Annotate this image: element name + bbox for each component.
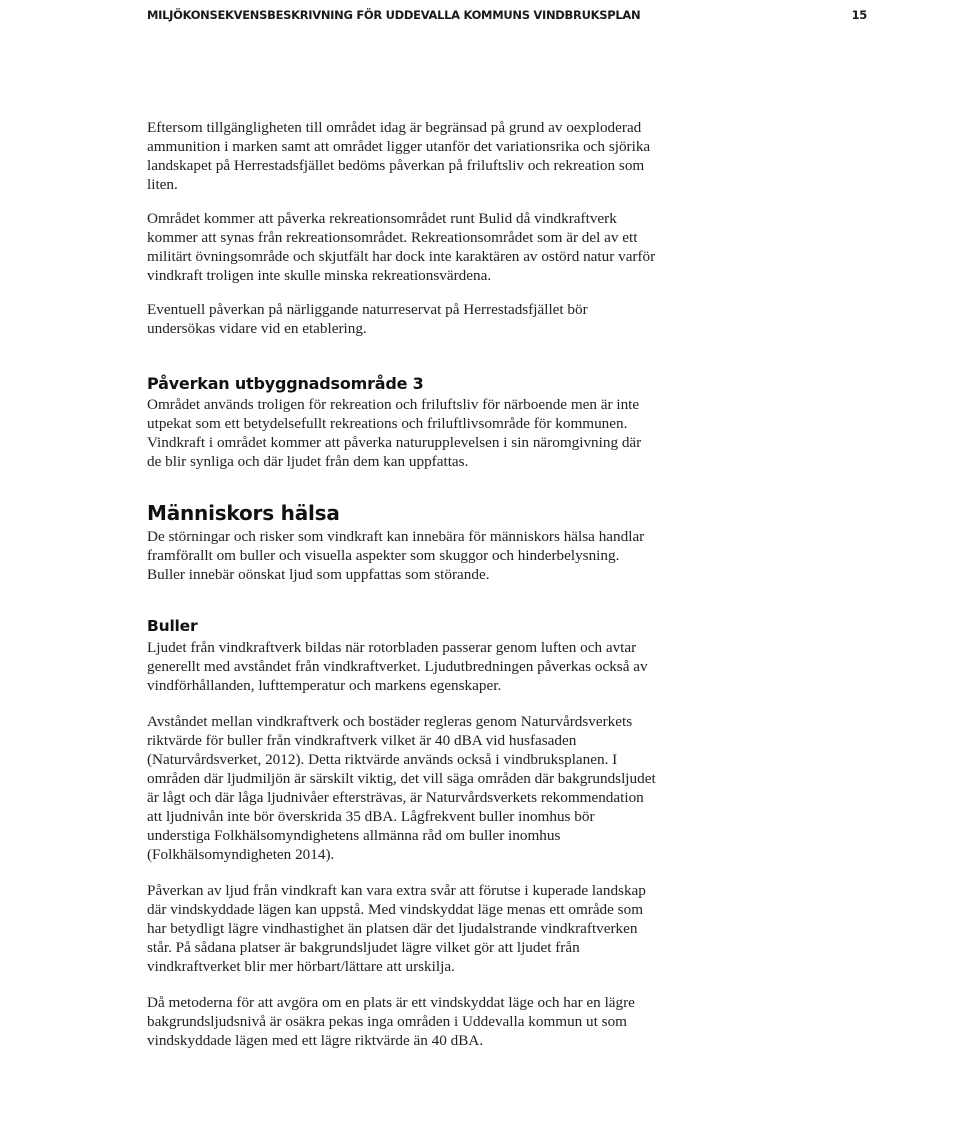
intro-paragraph: Området kommer att påverka rekreationsområdet runt Bulid då vindkraftverk kommer att synas från rekreationsområdet. Rekreationsområdet som är del av ett militärt övningsområde och skjutfält har dock inte karaktären av ostörd natur varför vindkraft troligen inte skulle minska rekreationsvärdena. bbox=[147, 210, 656, 284]
buller-paragraph: Avståndet mellan vindkraftverk och bostäder regleras genom Naturvårdsverkets riktvärde för buller från vindkraftverk vilket är 40 dBA vid husfasaden (Naturvårdsverket, 2012). Detta riktvärde används också i vindbruksplanen. I områden där ljudmiljön är särskilt viktig, det vill säga områden där bakgrundsljudet är lågt och där låga ljudnivåer eftersträvas, är Naturvårdsverkets rekommendation att ljudnivån inte bör överskrida 35 dBA. Lågfrekvent buller inomhus bör understiga Folkhälsomyndighetens allmänna råd om buller inomhus (Folkhälsomyndigheten 2014). bbox=[147, 713, 656, 863]
paverkan-paragraph: Området används troligen för rekreation och friluftsliv för närboende men är inte utpekat som ett betydelsefullt rekreations och friluftlivsområde för kommunen. Vindkraft i området kommer att påverka naturupplevelsen i sin näromgivning där de blir synliga och där ljudet från dem kan uppfattas. bbox=[147, 396, 642, 470]
section-heading-buller: Buller bbox=[147, 617, 198, 635]
manniskor-paragraph: De störningar och risker som vindkraft kan innebära för människors hälsa handlar framförallt om buller och visuella aspekter som skuggor och hinderbelysning. Buller innebär oönskat ljud som uppfattas som störande. bbox=[147, 528, 645, 583]
running-header bbox=[147, 8, 867, 24]
intro-paragraph: Eftersom tillgängligheten till området idag är begränsad på grund av oexploderad ammunition i marken samt att området ligger utanför det variationsrika och sjörika landskapet på Herrestadsfjället bedöms påverkan på friluftsliv och rekreation som liten. bbox=[147, 119, 651, 193]
body-text bbox=[147, 118, 659, 1050]
buller-paragraph: Ljudet från vindkraftverk bildas när rotorbladen passerar genom luften och avtar generellt med avståndet från vindkraftverket. Ljudutbredningen påverkas också av vindförhållanden, lufttemperatur och markens egenskaper. bbox=[147, 639, 648, 694]
buller-paragraph: Påverkan av ljud från vindkraft kan vara extra svår att förutse i kuperade landskap där vindskyddade lägen kan uppstå. Med vindskyddat läge menas ett område som har betydligt lägre vindhastighet än platsen där det ljudalstrande vindkraftverken står. På sådana platser är bakgrundsljudet lägre vilket gör att ljudet från vindkraftverket blir mer hörbart/lättare att urskilja. bbox=[147, 882, 646, 975]
section-heading-manniskors-halsa: Människors hälsa bbox=[147, 501, 340, 525]
buller-paragraph: Då metoderna för att avgöra om en plats är ett vindskyddat läge och har en lägre bakgrundsljudsnivå är osäkra pekas inga områden i Uddevalla kommun ut som vindskyddade lägen med ett lägre riktvärde än 40 dBA. bbox=[147, 994, 635, 1049]
document-title: MILJÖKONSEKVENSBESKRIVNING FÖR UDDEVALLA KOMMUNS VINDBRUKSPLAN bbox=[147, 8, 641, 22]
section-heading-paverkan: Påverkan utbyggnadsområde 3 bbox=[147, 374, 424, 393]
page-number: 15 bbox=[851, 8, 867, 22]
intro-paragraph: Eventuell påverkan på närliggande naturreservat på Herrestadsfjället bör undersökas vidare vid en etablering. bbox=[147, 301, 588, 337]
